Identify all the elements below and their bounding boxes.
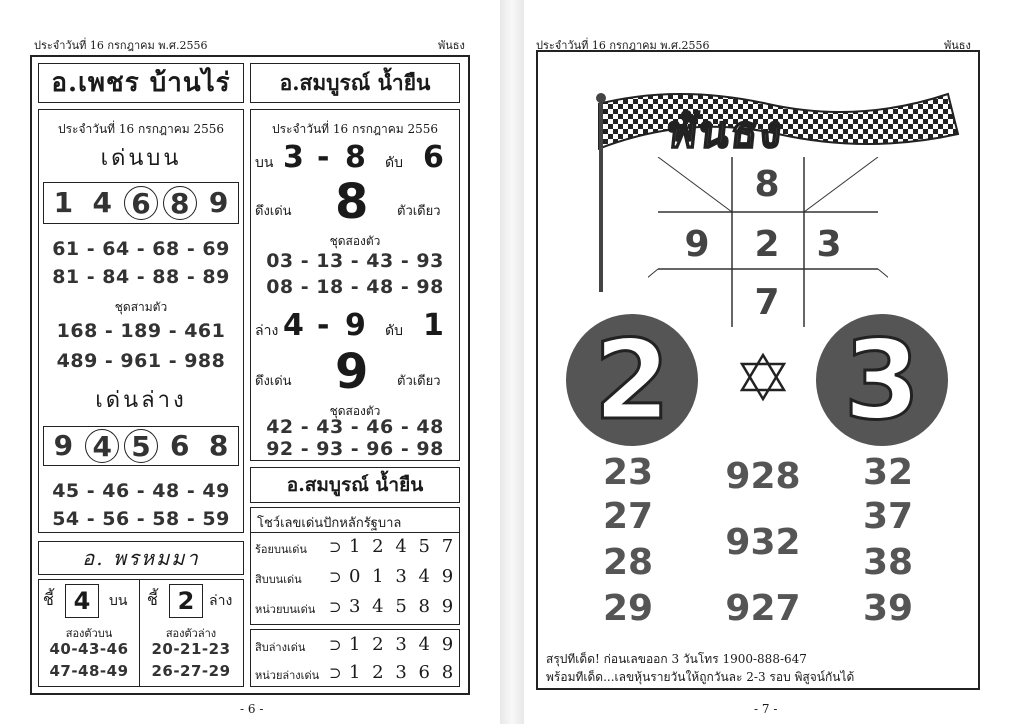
- right-page: [524, 0, 1024, 724]
- set2-top-2: 08 - 18 - 48 - 98: [266, 276, 444, 298]
- mid-col-num: 927: [725, 588, 801, 629]
- show-box: [250, 507, 460, 625]
- left-col-num: 28: [602, 542, 654, 583]
- somboon-title2: อ.สมบูรณ์ น้ำยืน: [286, 474, 424, 496]
- bottom-digit-circled: 5: [124, 429, 158, 463]
- row-label: หน่วยล่างเด่น: [255, 669, 320, 682]
- dueng-label: ดึงเด่น: [255, 374, 292, 389]
- ball-left: [566, 314, 698, 446]
- arrow-icon: ⊃: [329, 636, 342, 654]
- somboon-date: ประจำวันที่ 16 กรกฎาคม 2556: [271, 122, 439, 136]
- dueng-bottom-digit: 9: [335, 344, 369, 400]
- petch-bottom-label: เด่นล่าง: [95, 388, 187, 413]
- left-col-num: 23: [602, 452, 654, 493]
- grid-bottom: 7: [754, 282, 780, 323]
- page-number: - 6 -: [240, 702, 264, 716]
- set2-top-1: 03 - 13 - 43 - 93: [266, 250, 444, 272]
- prom-bottom-sub: สองตัวล่าง: [165, 627, 217, 640]
- left-page: [0, 0, 500, 724]
- somboon-title: อ.สมบูรณ์ น้ำยืน: [279, 70, 431, 95]
- bot-a: 4: [283, 308, 304, 343]
- somboon-title-box: [250, 63, 460, 103]
- column-somboon: [250, 63, 460, 687]
- top-c: 6: [423, 140, 444, 175]
- book-spine: [500, 0, 524, 724]
- petch-top-pairs-2: 81 - 84 - 88 - 89: [52, 266, 230, 288]
- mid-col-num: 932: [725, 522, 801, 563]
- top-b: 8: [345, 140, 366, 175]
- dueng-top-digit: 8: [335, 174, 369, 230]
- prom-bottom-digit: 2: [169, 584, 203, 618]
- petch-bottom-pairs-2: 54 - 56 - 58 - 59: [52, 508, 230, 530]
- petch-title-box: [38, 63, 244, 103]
- dash: -: [317, 140, 330, 175]
- page-number: - 7 -: [754, 702, 778, 716]
- ball-left-digit: 2: [593, 316, 671, 444]
- right-frame: [536, 50, 980, 690]
- dash: -: [317, 308, 330, 343]
- right-col-num: 37: [862, 496, 914, 537]
- bot-c: 1: [423, 308, 444, 343]
- top-digit: 4: [92, 186, 112, 219]
- mid-col-num: 928: [725, 456, 801, 497]
- banner-title: พันธง: [665, 107, 787, 158]
- show-box-2: [250, 629, 460, 687]
- left-col-num: 27: [602, 496, 654, 537]
- bottom-digit-circled: 4: [85, 429, 119, 463]
- arrow-icon: ⊃: [329, 538, 342, 556]
- set2-label-top: ชุดสองตัว: [329, 234, 381, 248]
- single-label: ตัวเดียว: [397, 374, 441, 389]
- somboon-dueng-top: [255, 174, 455, 230]
- somboon-top-line: [255, 140, 455, 174]
- top-digit: 1: [53, 186, 74, 219]
- prom-bottom-set-2: 26-27-29: [151, 662, 231, 680]
- row-vals: 1 2 3 4 9: [349, 634, 457, 655]
- set2-bottom-2: 92 - 93 - 96 - 98: [266, 438, 444, 460]
- show-label: โชว์เลขเด่นปักหลักรัฐบาล: [257, 516, 402, 531]
- running-header-date: ประจำวันที่ 16 กรกฎาคม พ.ศ.2556: [34, 39, 208, 52]
- prom-top-sub: สองตัวบน: [65, 627, 113, 640]
- ball-right-digit: 3: [843, 316, 921, 444]
- bottom-word: ล่าง: [255, 323, 279, 339]
- row-label: สิบล่างเด่น: [255, 641, 306, 654]
- grid-left: 9: [684, 224, 710, 265]
- row-label: หน่วยบนเด่น: [255, 603, 316, 616]
- petch-top-pairs-1: 61 - 64 - 68 - 69: [52, 238, 230, 260]
- bottom-digit: 9: [53, 429, 74, 462]
- top-word: บน: [255, 155, 274, 171]
- petch-three-row-1: 168 - 189 - 461: [56, 320, 226, 342]
- petch-top-digits: [43, 182, 239, 224]
- set2-bottom-1: 42 - 43 - 46 - 48: [266, 416, 444, 438]
- prom-top-digit: 4: [65, 584, 99, 618]
- top-a: 3: [283, 140, 304, 175]
- top-digit-circled: 8: [163, 186, 197, 220]
- somboon-title2-box: [250, 467, 460, 503]
- left-frame: [30, 55, 470, 695]
- prom-top-set-2: 47-48-49: [49, 662, 129, 680]
- somboon-dueng-bottom: [255, 344, 455, 400]
- arrow-icon: ⊃: [329, 598, 342, 616]
- petch-three-row-2: 489 - 961 - 988: [56, 350, 226, 372]
- dueng-label: ดึงเด่น: [255, 204, 292, 219]
- arrow-icon: ⊃: [329, 568, 342, 586]
- row-vals: 1 2 3 6 8: [349, 662, 457, 683]
- set2-label-bottom: ชุดสองตัว: [329, 404, 381, 418]
- footer-line-2: พร้อมทีเด็ด...เลขหุ้นรายวันให้ถูกวันละ 2-3 รอบ พิสูจน์กันได้: [546, 670, 855, 684]
- bot-dub: ดับ: [385, 323, 403, 339]
- grid-center: 2: [754, 224, 780, 265]
- bottom-digit: 8: [208, 429, 229, 462]
- prom-title-box: [38, 541, 244, 575]
- prom-chi-top: ชี้: [43, 590, 54, 609]
- running-header-name: พันธง: [944, 39, 971, 52]
- flagpole-icon: [594, 92, 608, 292]
- running-header-date: ประจำวันที่ 16 กรกฎาคม พ.ศ.2556: [536, 39, 710, 52]
- bottom-digit: 6: [170, 429, 190, 462]
- prom-body: [38, 579, 244, 687]
- row-label: ร้อยบนเด่น: [255, 543, 307, 556]
- right-col-num: 38: [862, 542, 914, 583]
- grid-top: 8: [754, 164, 780, 205]
- column-petch: [38, 63, 244, 687]
- prom-bottom-set-1: 20-21-23: [151, 640, 231, 658]
- single-label: ตัวเดียว: [397, 204, 441, 219]
- show-divider: [251, 532, 459, 533]
- ball-right: [816, 314, 948, 446]
- petch-bottom-digits: [43, 426, 239, 466]
- row-vals: 3 4 5 8 9: [349, 596, 457, 617]
- prom-top-word: บน: [109, 593, 128, 609]
- arrow-icon: ⊃: [329, 664, 342, 682]
- petch-bottom-pairs-1: 45 - 46 - 48 - 49: [52, 480, 230, 502]
- running-header-name: พันธง: [438, 39, 465, 52]
- grid-right: 3: [816, 224, 842, 265]
- row-label: สิบบนเด่น: [255, 573, 302, 586]
- prom-chi-bottom: ชี้: [147, 590, 158, 609]
- bot-b: 9: [345, 308, 366, 343]
- petch-title: อ.เพชร บ้านไร่: [51, 68, 231, 98]
- right-col-num: 32: [862, 452, 914, 493]
- right-col-num: 39: [862, 588, 914, 629]
- top-dub: ดับ: [385, 155, 403, 171]
- top-digit-circled: 6: [124, 186, 158, 220]
- petch-three-label: ชุดสามตัว: [114, 300, 168, 314]
- footer-line-1: สรุปทีเด็ด! ก่อนเลขออก 3 วันโทร 1900-888-647: [546, 652, 807, 666]
- petch-top-label: เด่นบน: [100, 146, 182, 171]
- top-digit: 9: [208, 186, 229, 219]
- prom-top-set-1: 40-43-46: [49, 640, 129, 658]
- petch-date: ประจำวันที่ 16 กรกฎาคม 2556: [57, 122, 225, 136]
- somboon-bottom-line: [255, 308, 455, 342]
- row-vals: 1 2 4 5 7: [349, 536, 457, 557]
- prom-title: อ. พรหมมา: [82, 546, 200, 570]
- petch-body: [38, 109, 244, 533]
- prom-bottom-word: ล่าง: [209, 593, 233, 609]
- somboon-body: [250, 109, 460, 461]
- star-of-david-icon: [738, 352, 788, 402]
- left-col-num: 29: [602, 588, 654, 629]
- row-vals: 0 1 3 4 9: [349, 566, 457, 587]
